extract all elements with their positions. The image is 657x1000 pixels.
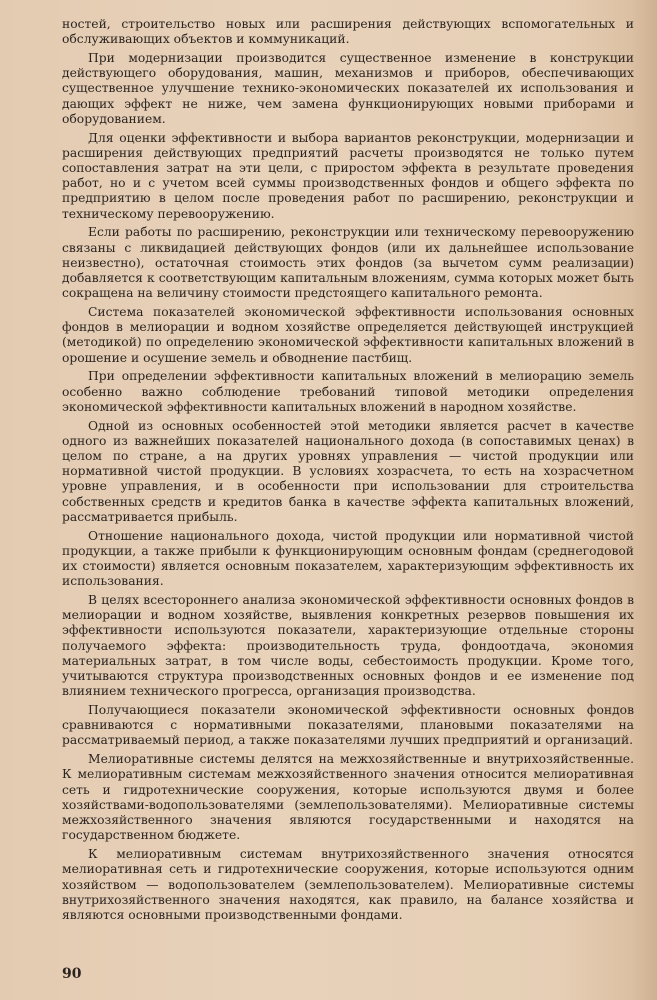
paragraph: Получающиеся показатели экономической эффективности основных фондов сравниваются с нормативными показателями, плановыми показателями на рассматриваемый период, а также показателями лучших предприятий и организаций. xyxy=(62,703,634,748)
paragraph: Одной из основных особенностей этой методики является расчет в качестве одного из важнейших показателей национального дохода (в сопоставимых ценах) в целом по стране, а на других уровнях управления — чистой продукции или нормативной чистой продукции. В условиях хозрасчета, то есть на хозрасчетном уровне управления, и в особенности при использовании для строительства собственных средств и кредитов банка в качестве эффекта капитальных вложений, рассматривается прибыль. xyxy=(62,418,634,524)
paragraph: При определении эффективности капитальных вложений в мелиорацию земель особенно важно соблюдение требований типовой методики определения экономической эффективности капитальных вложений в народном хозяйстве. xyxy=(62,369,634,414)
paragraph: К мелиоративным системам внутрихозяйственного значения относятся мелиоративная сеть и гидротехнические сооружения, которые используются одним хозяйством — водопользователем (землепользователем). Мелиоративные системы внутрихозяйственного значения находятся, как правило, на балансе хозяйства и являются основными производственными фондами. xyxy=(62,847,634,922)
paragraph: При модернизации производится существенное изменение в конструкции действующего оборудования, машин, механизмов и приборов, обеспечивающих существенное улучшение технико-экономических показателей их использования и дающих эффект не ниже, чем замена функционирующих новыми приборами и оборудованием. xyxy=(62,51,634,126)
body-text xyxy=(62,17,634,927)
paragraph: Если работы по расширению, реконструкции или техническому перевооружению связаны с ликвидацией действующих фондов (или их дальнейшее использование неизвестно), остаточная стоимость этих фондов (за вычетом сумм реализации) добавляется к соответствующим капитальным вложениям, сумма которых может быть сокращена на величину стоимости предстоящего капитального ремонта. xyxy=(62,225,634,301)
paragraph: ностей, строительство новых или расширения действующих вспомогательных и обслуживающих объектов и коммуникаций. xyxy=(62,17,634,47)
page-number: 90 xyxy=(62,966,82,982)
paragraph: Мелиоративные системы делятся на межхозяйственные и внутрихозяйственные. К мелиоративным системам межхозяйственного значения относится мелиоративная сеть и гидротехнические сооружения, которые используются двумя и более хозяйствами-водопользователями (землепользователями). Мелиоративные системы межхозяйственного значения являются государственными и находятся на государственном бюджете. xyxy=(62,752,634,843)
paragraph: В целях всестороннего анализа экономической эффективности основных фондов в мелиорации и водном хозяйстве, выявления конкретных резервов повышения их эффективности используются показатели, характеризующие отдельные стороны получаемого эффекта: производительность труда, фондоотдача, экономия материальных затрат, в том числе воды, себестоимость продукции. Кроме того, учитываются структура производственных основных фондов и ее изменение под влиянием технического прогресса, организация производства. xyxy=(62,593,634,699)
paragraph: Отношение национального дохода, чистой продукции или нормативной чистой продукции, а также прибыли к функционирующим основным фондам (среднегодовой их стоимости) является основным показателем, характеризующим эффективность их использования. xyxy=(62,528,634,589)
paragraph: Для оценки эффективности и выбора вариантов реконструкции, модернизации и расширения действующих предприятий расчеты производятся не только путем сопоставления затрат на эти цели, с приростом эффекта в результате проведения работ, но и с учетом всей суммы производственных фондов и общего эффекта по предприятию в целом после проведения работ по расширению, реконструкции и техническому перевооружению. xyxy=(62,130,634,221)
paragraph: Система показателей экономической эффективности использования основных фондов в мелиорации и водном хозяйстве определяется действующей инструкцией (методикой) по определению экономической эффективности капитальных вложений в орошение и осушение земель и обводнение пастбищ. xyxy=(62,305,634,365)
